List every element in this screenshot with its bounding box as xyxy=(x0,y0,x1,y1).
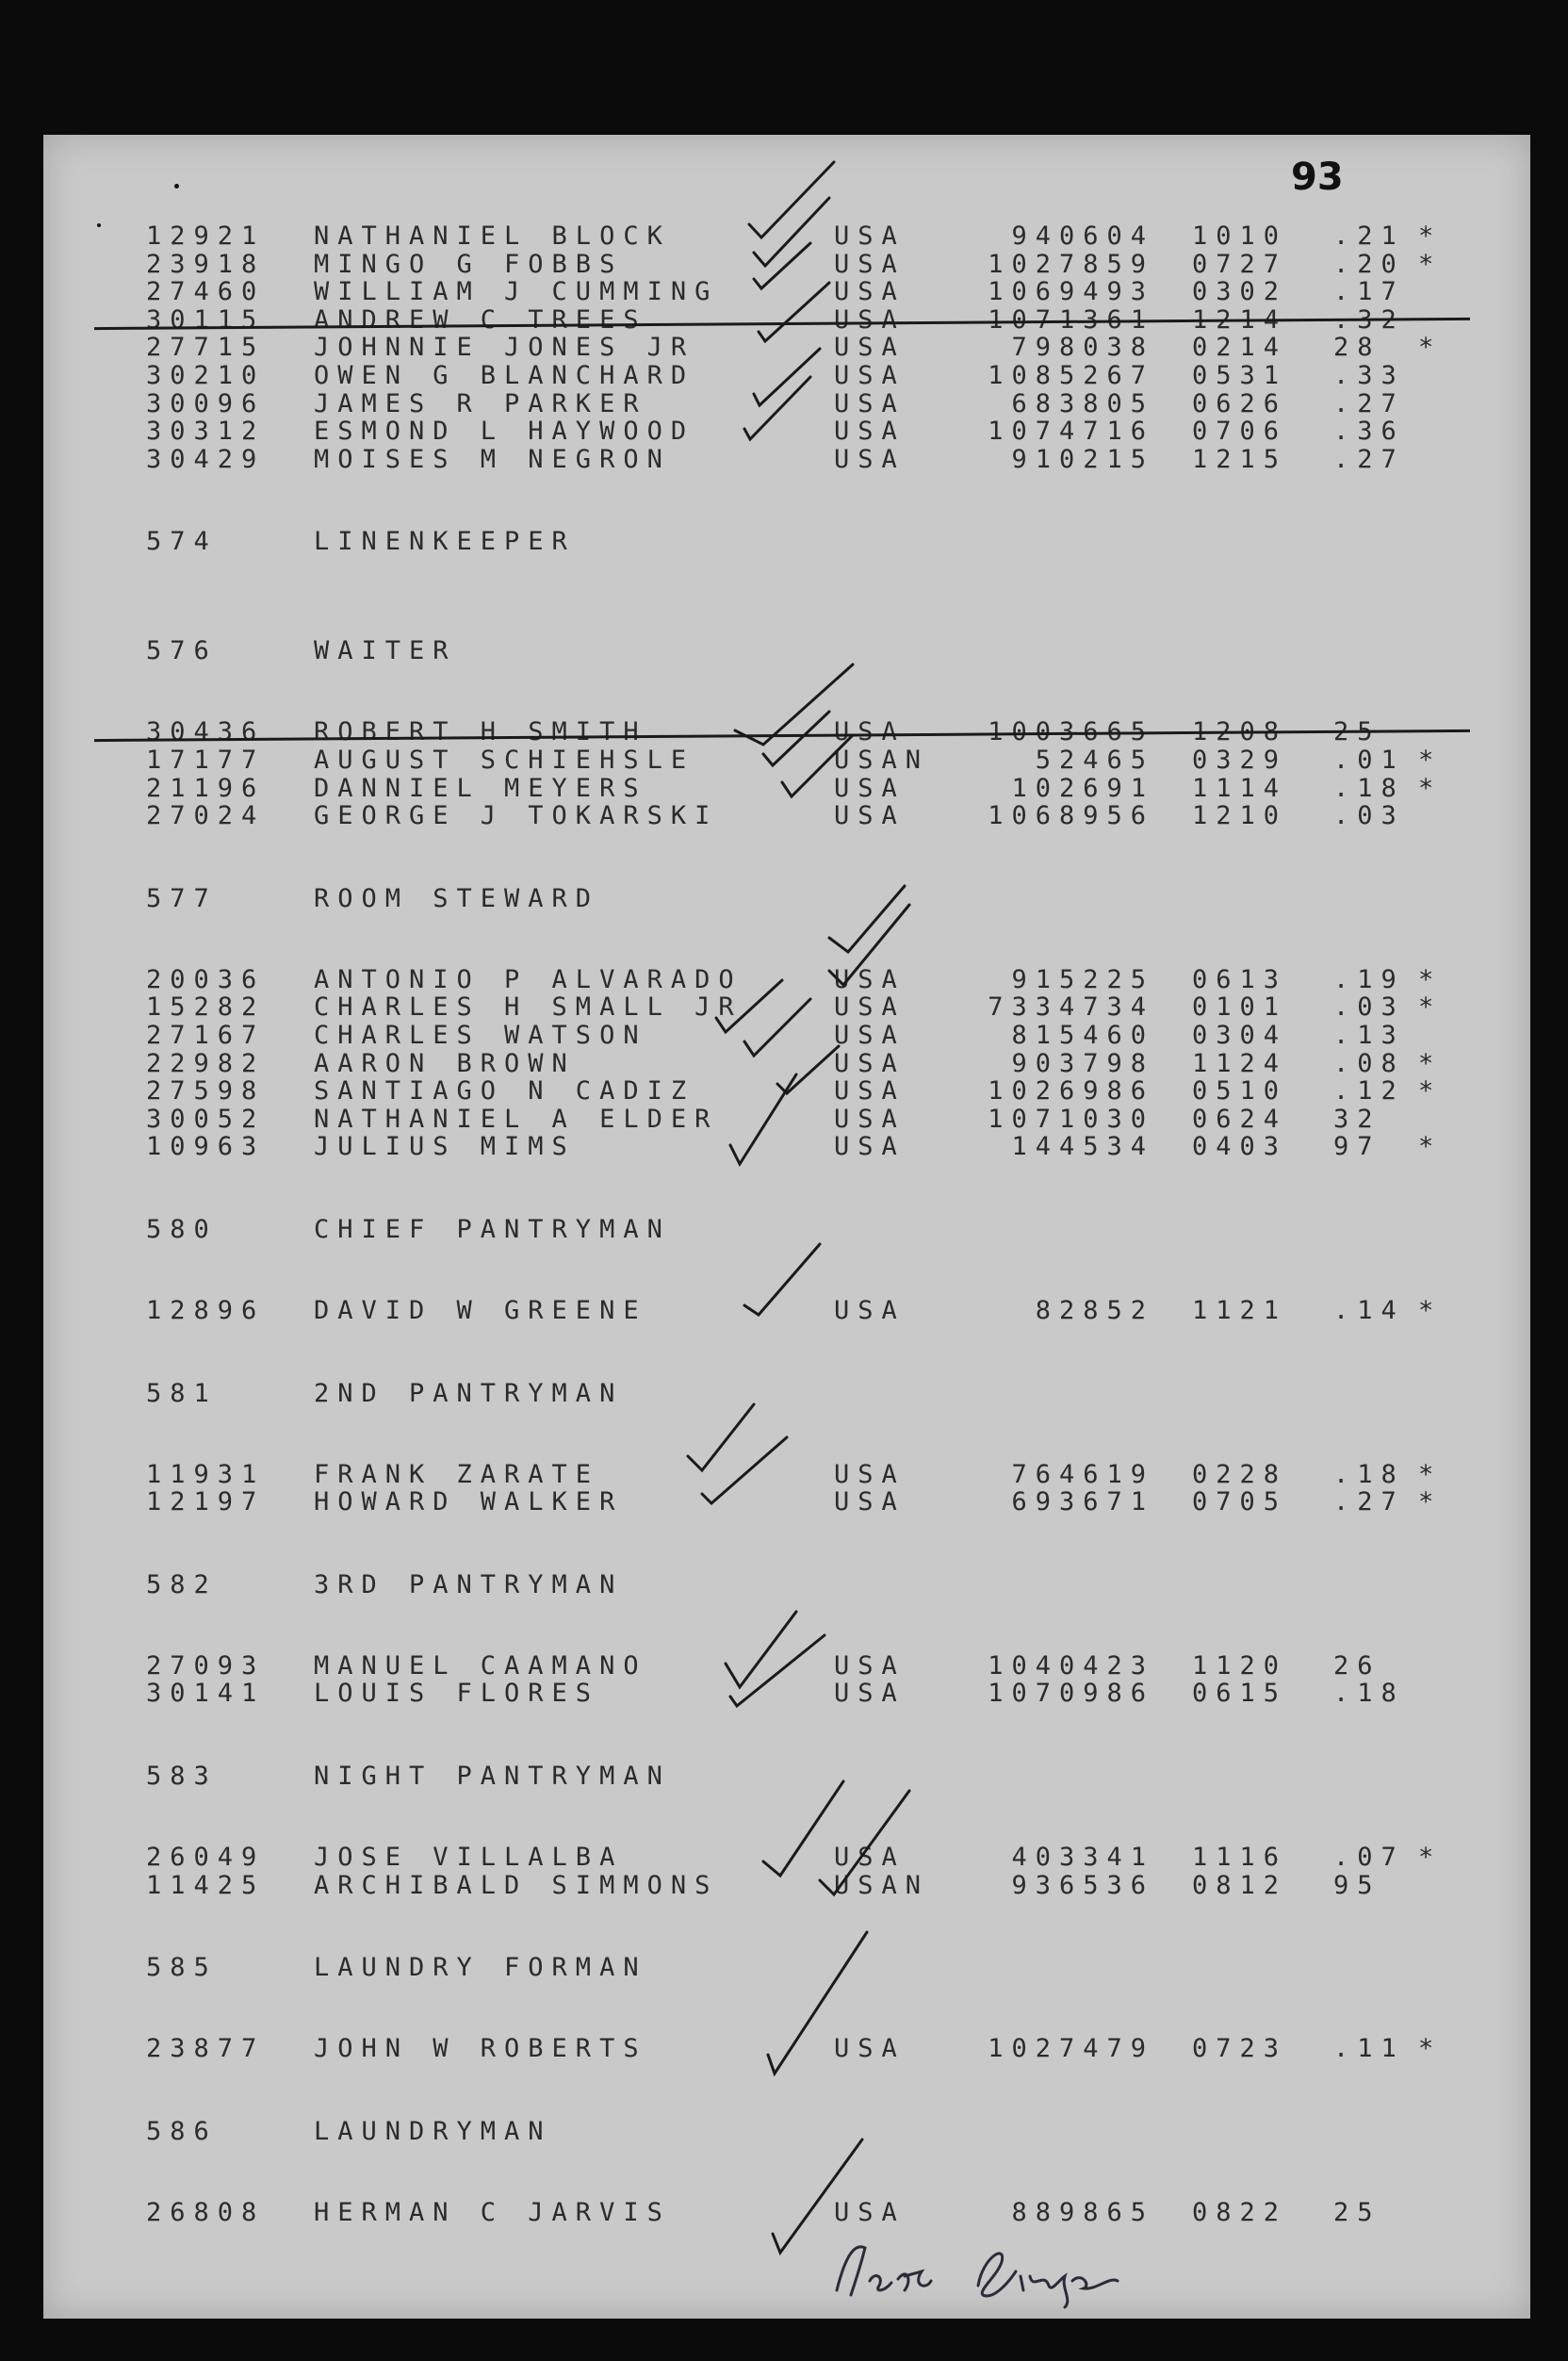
date-code: 1116 xyxy=(1192,1843,1288,1872)
crew-name: HOWARD WALKER xyxy=(314,1487,624,1517)
nationality: USA xyxy=(834,1651,906,1681)
crew-name: JULIUS MIMS xyxy=(314,1132,576,1161)
certificate-number: 82852 xyxy=(1035,1296,1154,1325)
crew-name: HERMAN C JARVIS xyxy=(314,2198,671,2227)
crew-id: 11425 xyxy=(146,1871,266,1900)
asterisk-mark: * xyxy=(1418,1076,1443,1106)
certificate-number: 1027479 xyxy=(988,2034,1154,2063)
section-code: 576 xyxy=(146,636,218,665)
certificate-number: 1074716 xyxy=(988,417,1154,446)
crew-name: ANTONIO P ALVARADO xyxy=(314,965,743,994)
date-code: 0624 xyxy=(1192,1105,1288,1134)
date-code: 0329 xyxy=(1192,746,1288,775)
certificate-number: 102691 xyxy=(1011,774,1154,803)
nationality: USA xyxy=(834,333,906,362)
date-code: 0705 xyxy=(1192,1487,1288,1517)
rate-value: .19 xyxy=(1333,965,1405,994)
section-title: CHIEF PANTRYMAN xyxy=(314,1215,671,1244)
date-code: 1124 xyxy=(1192,1049,1288,1078)
asterisk-mark: * xyxy=(1418,1049,1443,1078)
document-page xyxy=(43,135,1530,2319)
certificate-number: 936536 xyxy=(1011,1871,1154,1900)
rate-value: .27 xyxy=(1333,1487,1405,1517)
section-code: 577 xyxy=(146,884,218,913)
asterisk-mark: * xyxy=(1418,333,1443,362)
rate-value: 32 xyxy=(1333,1105,1381,1134)
crew-id: 30436 xyxy=(146,717,266,746)
nationality: USA xyxy=(834,1049,906,1078)
certificate-number: 940604 xyxy=(1011,221,1154,251)
crew-id: 30210 xyxy=(146,361,266,390)
nationality: USA xyxy=(834,305,906,335)
rate-value: 25 xyxy=(1333,717,1381,746)
section-title: LAUNDRYMAN xyxy=(314,2117,552,2146)
crew-id: 15282 xyxy=(146,992,266,1022)
date-code: 1010 xyxy=(1192,221,1288,251)
rate-value: .27 xyxy=(1333,389,1405,418)
certificate-number: 1071361 xyxy=(988,305,1154,335)
crew-id: 11931 xyxy=(146,1460,266,1489)
crew-id: 30096 xyxy=(146,389,266,418)
date-code: 0727 xyxy=(1192,250,1288,279)
nationality: USA xyxy=(834,2034,906,2063)
rate-value: .18 xyxy=(1333,774,1405,803)
rate-value: .27 xyxy=(1333,445,1405,474)
section-code: 585 xyxy=(146,1953,218,1982)
certificate-number: 815460 xyxy=(1011,1021,1154,1050)
certificate-number: 1071030 xyxy=(988,1105,1154,1134)
rate-value: .11 xyxy=(1333,2034,1405,2063)
date-code: 1121 xyxy=(1192,1296,1288,1325)
crew-id: 26808 xyxy=(146,2198,266,2227)
section-title: LAUNDRY FORMAN xyxy=(314,1953,647,1982)
crew-id: 10963 xyxy=(146,1132,266,1161)
date-code: 0706 xyxy=(1192,417,1288,446)
nationality: USA xyxy=(834,361,906,390)
crew-id: 23918 xyxy=(146,250,266,279)
asterisk-mark: * xyxy=(1418,250,1443,279)
certificate-number: 1027859 xyxy=(988,250,1154,279)
rate-value: .03 xyxy=(1333,801,1405,830)
section-code: 586 xyxy=(146,2117,218,2146)
rate-value: .17 xyxy=(1333,277,1405,306)
crew-name: ESMOND L HAYWOOD xyxy=(314,417,695,446)
date-code: 1120 xyxy=(1192,1651,1288,1681)
asterisk-mark: * xyxy=(1418,1296,1443,1325)
date-code: 0403 xyxy=(1192,1132,1288,1161)
nationality: USA xyxy=(834,1679,906,1708)
nationality: USAN xyxy=(834,1871,930,1900)
crew-name: MOISES M NEGRON xyxy=(314,445,671,474)
nationality: USA xyxy=(834,1487,906,1517)
crew-id: 26049 xyxy=(146,1843,266,1872)
date-code: 0228 xyxy=(1192,1460,1288,1489)
nationality: USA xyxy=(834,417,906,446)
crew-name: WILLIAM J CUMMING xyxy=(314,277,719,306)
date-code: 0626 xyxy=(1192,389,1288,418)
crew-name: AARON BROWN xyxy=(314,1049,576,1078)
section-code: 583 xyxy=(146,1762,218,1791)
crew-name: ANDREW C TREES xyxy=(314,305,647,335)
speck xyxy=(174,184,179,189)
section-code: 574 xyxy=(146,527,218,556)
crew-name: CHARLES WATSON xyxy=(314,1021,647,1050)
crew-name: ROBERT H SMITH xyxy=(314,717,647,746)
nationality: USA xyxy=(834,965,906,994)
certificate-number: 798038 xyxy=(1011,333,1154,362)
crew-id: 27460 xyxy=(146,277,266,306)
crew-id: 22982 xyxy=(146,1049,266,1078)
certificate-number: 683805 xyxy=(1011,389,1154,418)
asterisk-mark: * xyxy=(1418,965,1443,994)
asterisk-mark: * xyxy=(1418,1460,1443,1489)
asterisk-mark: * xyxy=(1418,221,1443,251)
section-title: WAITER xyxy=(314,636,457,665)
crew-name: JAMES R PARKER xyxy=(314,389,647,418)
nationality: USA xyxy=(834,774,906,803)
crew-id: 23877 xyxy=(146,2034,266,2063)
nationality: USA xyxy=(834,1296,906,1325)
nationality: USA xyxy=(834,1021,906,1050)
crew-id: 27024 xyxy=(146,801,266,830)
date-code: 1114 xyxy=(1192,774,1288,803)
crew-id: 30115 xyxy=(146,305,266,335)
rate-value: 26 xyxy=(1333,1651,1381,1681)
crew-name: MANUEL CAAMANO xyxy=(314,1651,647,1681)
nationality: USA xyxy=(834,250,906,279)
nationality: USA xyxy=(834,1843,906,1872)
crew-id: 30312 xyxy=(146,417,266,446)
nationality: USA xyxy=(834,992,906,1022)
crew-name: DAVID W GREENE xyxy=(314,1296,647,1325)
date-code: 0510 xyxy=(1192,1076,1288,1106)
rate-value: 95 xyxy=(1333,1871,1381,1900)
certificate-number: 693671 xyxy=(1011,1487,1154,1517)
crew-name: FRANK ZARATE xyxy=(314,1460,600,1489)
asterisk-mark: * xyxy=(1418,1132,1443,1161)
nationality: USA xyxy=(834,1076,906,1106)
rate-value: .18 xyxy=(1333,1460,1405,1489)
asterisk-mark: * xyxy=(1418,992,1443,1022)
nationality: USA xyxy=(834,277,906,306)
crew-id: 17177 xyxy=(146,746,266,775)
rate-value: .18 xyxy=(1333,1679,1405,1708)
section-title: 3RD PANTRYMAN xyxy=(314,1570,624,1599)
section-code: 581 xyxy=(146,1379,218,1408)
asterisk-mark: * xyxy=(1418,746,1443,775)
section-title: 2ND PANTRYMAN xyxy=(314,1379,624,1408)
date-code: 0615 xyxy=(1192,1679,1288,1708)
date-code: 0531 xyxy=(1192,361,1288,390)
date-code: 0302 xyxy=(1192,277,1288,306)
certificate-number: 903798 xyxy=(1011,1049,1154,1078)
crew-name: NATHANIEL BLOCK xyxy=(314,221,671,251)
rate-value: .36 xyxy=(1333,417,1405,446)
nationality: USA xyxy=(834,1132,906,1161)
crew-id: 30141 xyxy=(146,1679,266,1708)
date-code: 0214 xyxy=(1192,333,1288,362)
crew-id: 30429 xyxy=(146,445,266,474)
certificate-number: 764619 xyxy=(1011,1460,1154,1489)
nationality: USA xyxy=(834,1105,906,1134)
nationality: USA xyxy=(834,2198,906,2227)
certificate-number: 144534 xyxy=(1011,1132,1154,1161)
rate-value: 97 xyxy=(1333,1132,1381,1161)
certificate-number: 1026986 xyxy=(988,1076,1154,1106)
crew-id: 12197 xyxy=(146,1487,266,1517)
date-code: 0304 xyxy=(1192,1021,1288,1050)
rate-value: .20 xyxy=(1333,250,1405,279)
rate-value: .07 xyxy=(1333,1843,1405,1872)
rate-value: 25 xyxy=(1333,2198,1381,2227)
crew-name: DANNIEL MEYERS xyxy=(314,774,647,803)
crew-name: MINGO G FOBBS xyxy=(314,250,624,279)
crew-name: LOUIS FLORES xyxy=(314,1679,600,1708)
section-title: NIGHT PANTRYMAN xyxy=(314,1762,671,1791)
date-code: 0822 xyxy=(1192,2198,1288,2227)
crew-id: 20036 xyxy=(146,965,266,994)
rate-value: .32 xyxy=(1333,305,1405,335)
crew-id: 12921 xyxy=(146,221,266,251)
certificate-number: 889865 xyxy=(1011,2198,1154,2227)
date-code: 1208 xyxy=(1192,717,1288,746)
nationality: USA xyxy=(834,445,906,474)
nationality: USA xyxy=(834,717,906,746)
nationality: USA xyxy=(834,801,906,830)
certificate-number: 52465 xyxy=(1035,746,1154,775)
asterisk-mark: * xyxy=(1418,1487,1443,1517)
crew-name: ARCHIBALD SIMMONS xyxy=(314,1871,719,1900)
section-title: LINENKEEPER xyxy=(314,527,576,556)
rate-value: .13 xyxy=(1333,1021,1405,1050)
rate-value: .12 xyxy=(1333,1076,1405,1106)
certificate-number: 1040423 xyxy=(988,1651,1154,1681)
crew-id: 27598 xyxy=(146,1076,266,1106)
date-code: 1214 xyxy=(1192,305,1288,335)
crew-name: JOHNNIE JONES JR xyxy=(314,333,695,362)
rate-value: 28 xyxy=(1333,333,1381,362)
section-code: 582 xyxy=(146,1570,218,1599)
crew-id: 27093 xyxy=(146,1651,266,1681)
crew-name: GEORGE J TOKARSKI xyxy=(314,801,719,830)
date-code: 1210 xyxy=(1192,801,1288,830)
certificate-number: 910215 xyxy=(1011,445,1154,474)
rate-value: .33 xyxy=(1333,361,1405,390)
nationality: USAN xyxy=(834,746,930,775)
section-code: 580 xyxy=(146,1215,218,1244)
certificate-number: 1085267 xyxy=(988,361,1154,390)
rate-value: .14 xyxy=(1333,1296,1405,1325)
section-title: ROOM STEWARD xyxy=(314,884,600,913)
asterisk-mark: * xyxy=(1418,2034,1443,2063)
inspector-signature xyxy=(818,2234,1157,2309)
rate-value: .08 xyxy=(1333,1049,1405,1078)
date-code: 1215 xyxy=(1192,445,1288,474)
nationality: USA xyxy=(834,389,906,418)
speck xyxy=(97,223,101,227)
certificate-number: 915225 xyxy=(1011,965,1154,994)
page-number: 93 xyxy=(1291,156,1344,199)
rate-value: .03 xyxy=(1333,992,1405,1022)
crew-name: JOHN W ROBERTS xyxy=(314,2034,647,2063)
asterisk-mark: * xyxy=(1418,1843,1443,1872)
certificate-number: 1069493 xyxy=(988,277,1154,306)
date-code: 0723 xyxy=(1192,2034,1288,2063)
crew-id: 21196 xyxy=(146,774,266,803)
date-code: 0812 xyxy=(1192,1871,1288,1900)
nationality: USA xyxy=(834,1460,906,1489)
crew-name: OWEN G BLANCHARD xyxy=(314,361,695,390)
crew-name: CHARLES H SMALL JR xyxy=(314,992,743,1022)
certificate-number: 1003665 xyxy=(988,717,1154,746)
nationality: USA xyxy=(834,221,906,251)
date-code: 0101 xyxy=(1192,992,1288,1022)
certificate-number: 1070986 xyxy=(988,1679,1154,1708)
rate-value: .01 xyxy=(1333,746,1405,775)
certificate-number: 1068956 xyxy=(988,801,1154,830)
rate-value: .21 xyxy=(1333,221,1405,251)
crew-id: 27715 xyxy=(146,333,266,362)
crew-name: NATHANIEL A ELDER xyxy=(314,1105,719,1134)
crew-name: SANTIAGO N CADIZ xyxy=(314,1076,695,1106)
date-code: 0613 xyxy=(1192,965,1288,994)
asterisk-mark: * xyxy=(1418,774,1443,803)
crew-id: 12896 xyxy=(146,1296,266,1325)
crew-id: 30052 xyxy=(146,1105,266,1134)
crew-id: 27167 xyxy=(146,1021,266,1050)
crew-name: AUGUST SCHIEHSLE xyxy=(314,746,695,775)
certificate-number: 403341 xyxy=(1011,1843,1154,1872)
certificate-number: 7334734 xyxy=(988,992,1154,1022)
crew-name: JOSE VILLALBA xyxy=(314,1843,624,1872)
